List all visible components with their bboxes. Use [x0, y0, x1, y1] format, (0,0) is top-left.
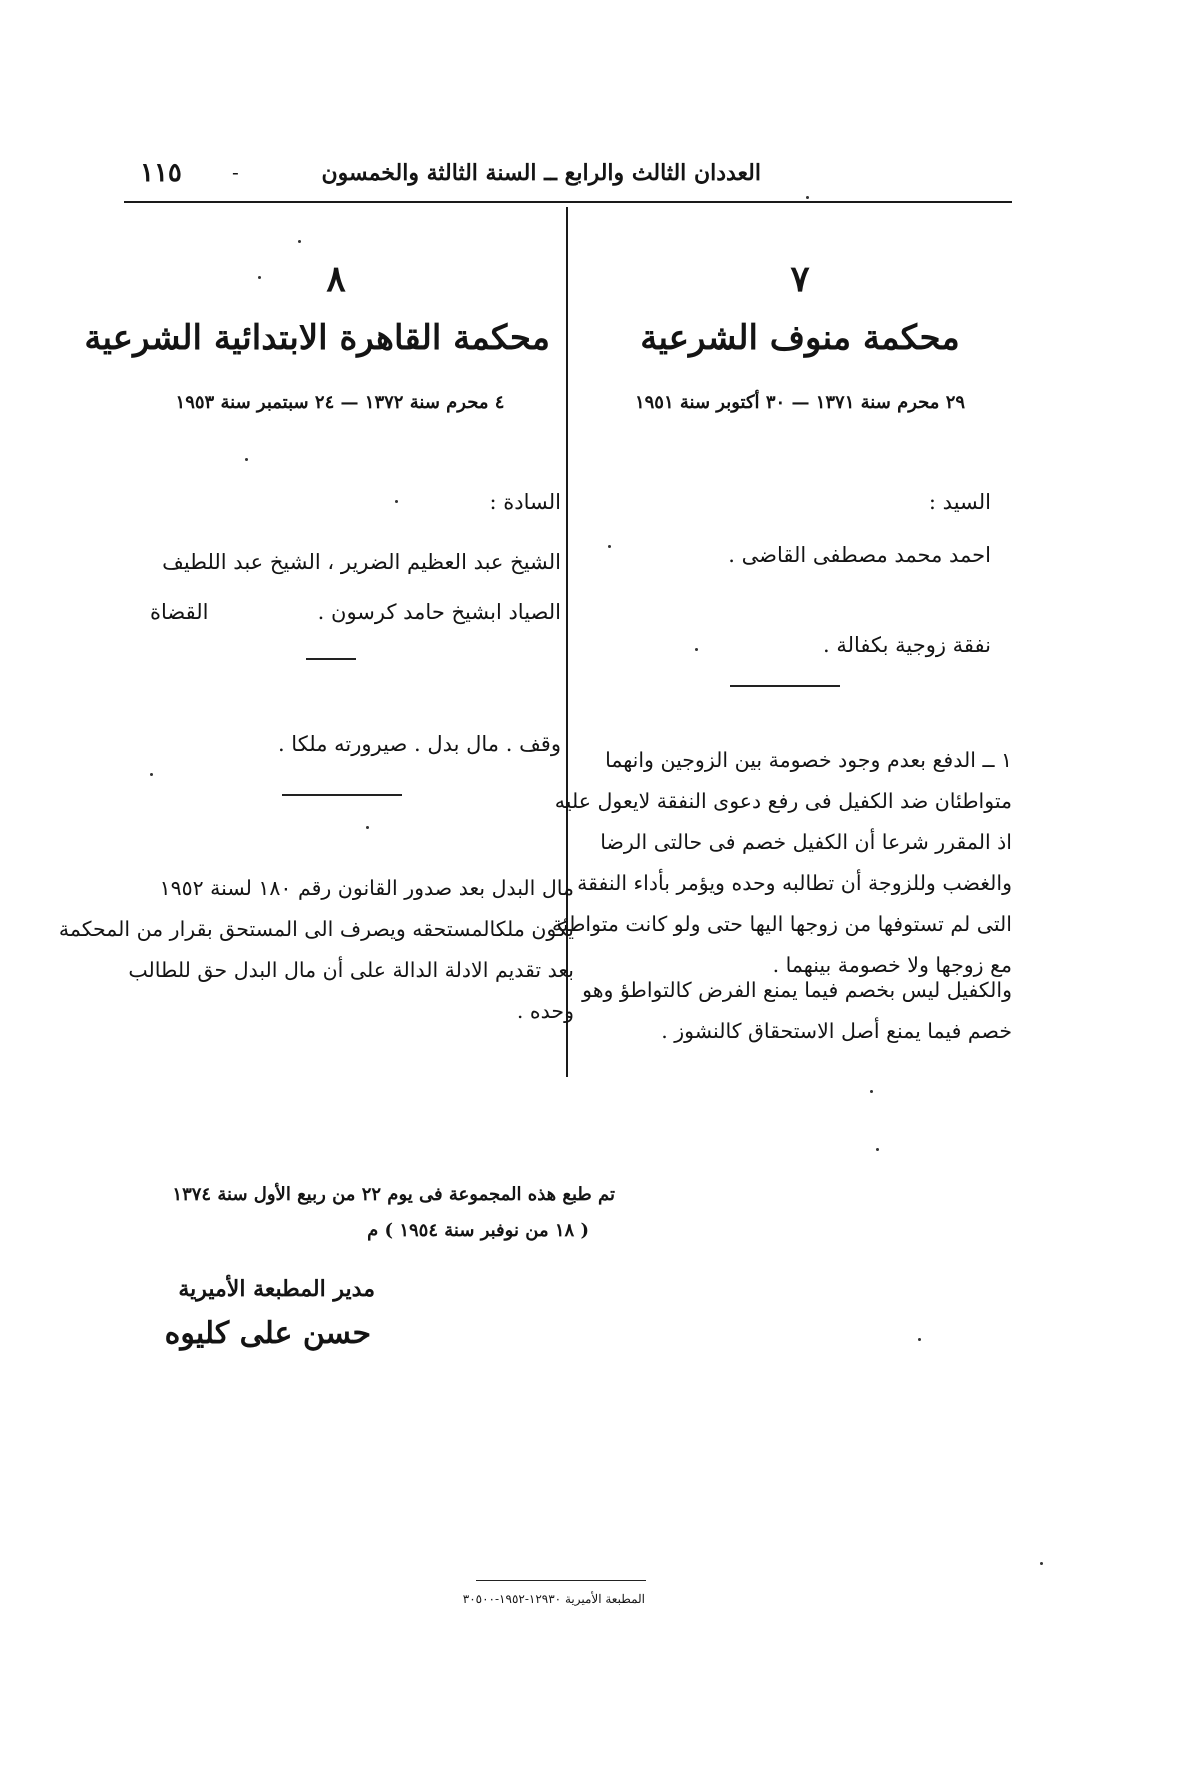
- subject-rule-7: [730, 685, 840, 687]
- principle-1-line: اذ المقرر شرعا أن الكفيل خصم فى حالتى الرضا: [600, 830, 1012, 854]
- judges-rule-8: [306, 658, 356, 660]
- scan-speck: [876, 1148, 879, 1151]
- principle-2-line: خصم فيما يمنع أصل الاستحقاق كالنشوز .: [661, 1019, 1012, 1043]
- scan-speck: [395, 500, 398, 503]
- principle-1-line: مع زوجها ولا خصومة بينهما .: [772, 953, 1012, 977]
- decision-date-8: ٤ محرم سنة ١٣٧٢ — ٢٤ سبتمبر سنة ١٩٥٣: [175, 392, 505, 413]
- judge-name-7: احمد محمد مصطفى القاضى .: [728, 543, 991, 567]
- page-number-dash: -: [232, 160, 239, 184]
- scan-speck: [298, 240, 301, 243]
- case-number-8: ٨: [326, 258, 346, 300]
- case-subject-8: وقف . مال بدل . صيرورته ملكا .: [277, 732, 561, 756]
- principle-8-line: بعد تقديم الادلة الدالة على أن مال البدل حق للطالب: [128, 958, 574, 982]
- principle-8-line: يكون ملكالمستحقه ويصرف الى المستحق بقرار من المحكمة: [58, 917, 574, 941]
- decision-date-7: ٢٩ محرم سنة ١٣٧١ — ٣٠ أكتوبر سنة ١٩٥١: [634, 392, 966, 413]
- judges-role: القضاة: [150, 600, 209, 624]
- principle-1-line: والغضب وللزوجة أن تطالبه وحده ويؤمر بأداء النفقة: [577, 871, 1012, 895]
- court-title-cairo: محكمة القاهرة الابتدائية الشرعية: [84, 318, 550, 358]
- scan-speck: [150, 773, 153, 776]
- judges-line-1: الشيخ عبد العظيم الضرير ، الشيخ عبد اللطيف: [162, 550, 561, 574]
- presiding-label-8: السادة :: [489, 490, 561, 514]
- principle-8-line: مال البدل بعد صدور القانون رقم ١٨٠ لسنة ١٩٥٢: [159, 876, 574, 900]
- scan-speck: [695, 648, 698, 651]
- colophon-line-1: تم طبع هذه المجموعة فى يوم ٢٢ من ربيع الأول سنة ١٣٧٤: [172, 1184, 615, 1205]
- scan-speck: [1040, 1562, 1043, 1565]
- principle-2: [578, 970, 1012, 1052]
- case-number-7: ٧: [790, 258, 810, 300]
- director-title: مدير المطبعة الأميرية: [178, 1276, 375, 1302]
- scan-speck: [918, 1338, 921, 1341]
- principle-2-line: والكفيل ليس بخصم فيما يمنع الفرض كالتواطؤ وهو: [582, 978, 1012, 1002]
- running-header-title: العددان الثالث والرابع ــ السنة الثالثة والخمسون: [321, 160, 761, 186]
- colophon-line-2: ( ١٨ من نوفبر سنة ١٩٥٤ ) م: [367, 1220, 589, 1241]
- printer-code: المطبعة الأميرية ١٢٩٣٠-١٩٥٢-٣٠٥٠٠: [462, 1592, 645, 1606]
- principle-1-line: متواطئان ضد الكفيل فى رفع دعوى النفقة لايعول عليه: [554, 789, 1012, 813]
- director-signature: حسن على كليوه: [164, 1316, 371, 1351]
- scan-speck: [608, 545, 611, 548]
- presiding-label-7: السيد :: [928, 490, 991, 514]
- printer-rule: [476, 1580, 646, 1581]
- principle-8: [58, 868, 574, 1032]
- principle-1-line: ١ ــ الدفع بعدم وجود خصومة بين الزوجين وانهما: [605, 748, 1012, 772]
- header-rule: [124, 201, 1012, 203]
- subject-rule-8: [282, 794, 402, 796]
- page-number: ١١٥: [140, 158, 182, 188]
- scan-speck: [258, 276, 261, 279]
- scan-speck: [870, 1090, 873, 1093]
- court-title-menouf: محكمة منوف الشرعية: [640, 318, 960, 358]
- scan-speck: [245, 458, 248, 461]
- scan-speck: [366, 826, 369, 829]
- principle-8-line: وحده .: [516, 999, 574, 1023]
- principle-1: [551, 740, 1012, 986]
- case-subject-7: نفقة زوجية بكفالة .: [822, 633, 991, 657]
- principle-1-line: التى لم تستوفها من زوجها اليها حتى ولو كانت متواطئة: [551, 912, 1012, 936]
- scan-speck: [806, 196, 809, 199]
- judges-line-2: الصياد ابشيخ حامد كرسون .: [317, 600, 561, 624]
